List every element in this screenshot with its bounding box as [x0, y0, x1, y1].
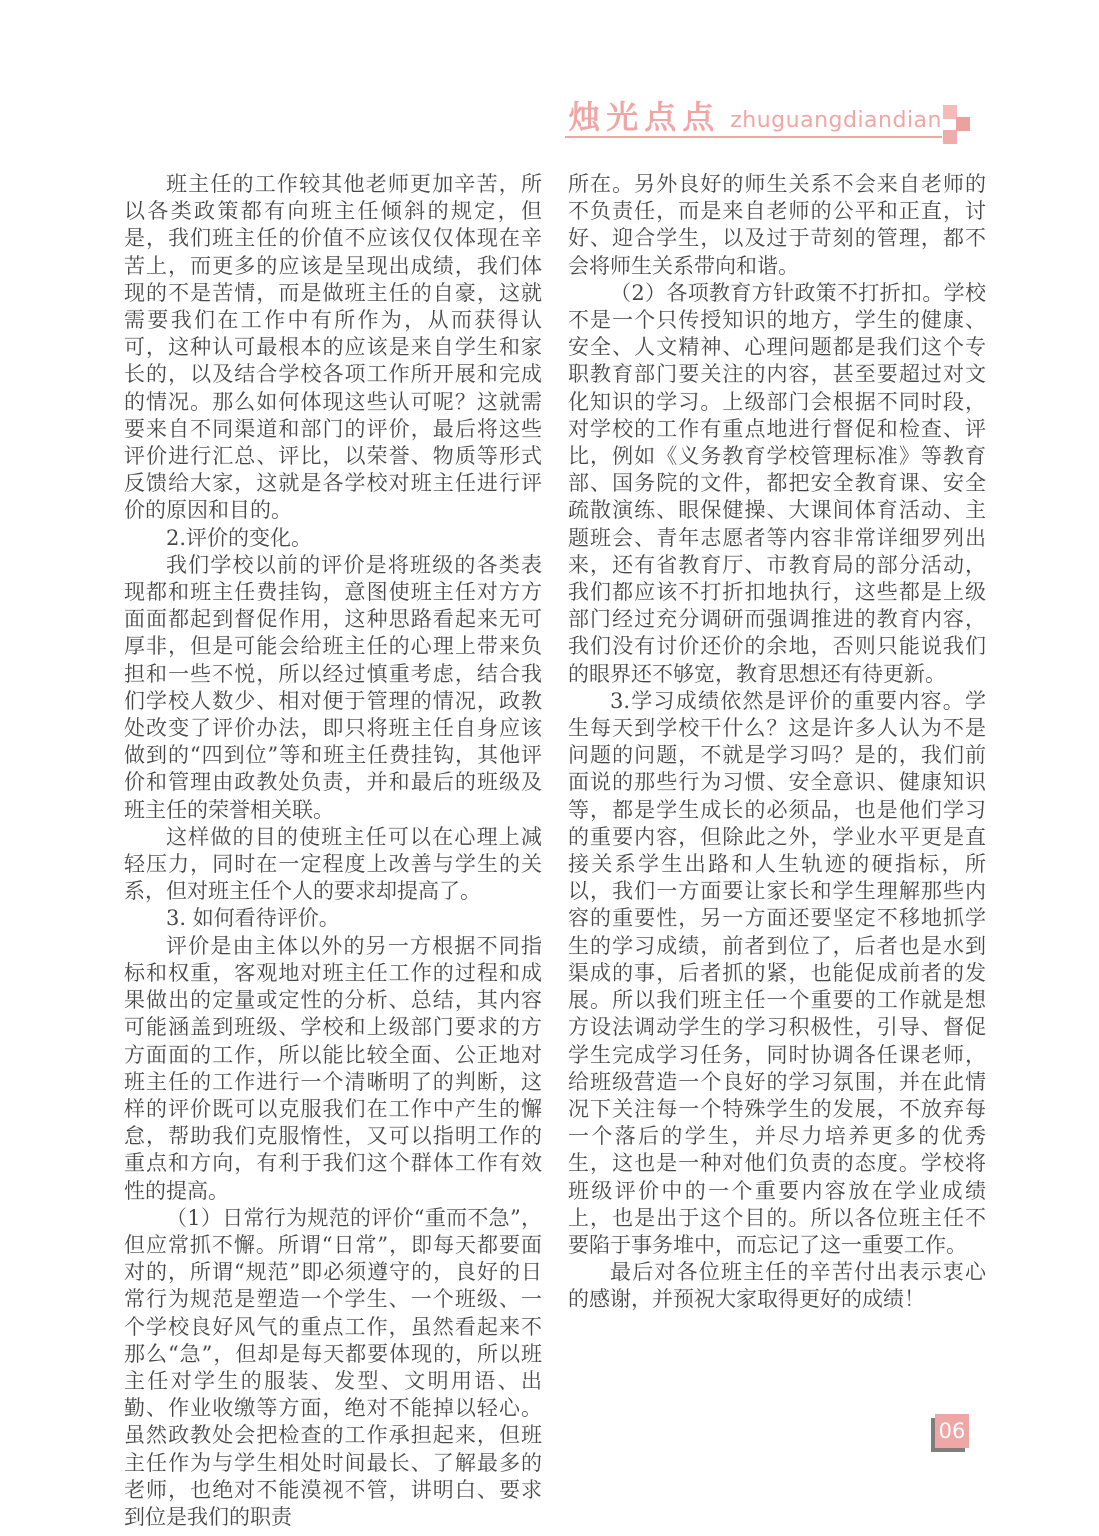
- paragraph: 3. 如何看待评价。: [166, 906, 340, 931]
- pixel-square-top: [943, 105, 957, 119]
- paragraph: 最后对各位班主任的辛苦付出表示衷心的感谢，并预祝大家取得更好的成绩！: [568, 1260, 986, 1312]
- paragraph: 所在。另外良好的师生关系不会来自老师的不负责任，而是来自老师的公平和正直，讨好、迎合学生，以及过于苛刻的管理，都不会将师生关系带向和谐。: [568, 172, 986, 278]
- page-number-badge: 06: [935, 1414, 969, 1448]
- pixel-square-bottom: [943, 130, 957, 144]
- section-title: 烛光点点: [568, 98, 721, 136]
- left-column: [124, 171, 542, 1531]
- paragraph: 我们学校以前的评价是将班级的各类表现都和班主任费挂钩，意图使班主任对方方面面都起到督促作用，这种思路看起来无可厚非，但是可能会给班主任的心理上带来负担和一些不悦，所以经过慎重考虑，结合我们学校人数少、相对便于管理的情况，政教处改变了评价办法，即只将班主任自身应该做到的“四到位”等和班主任费挂钩，其他评价和管理由政教处负责，并和最后的班级及班主任的荣誉相关联。: [124, 552, 542, 822]
- paragraph: 这样做的目的使班主任可以在心理上减轻压力，同时在一定程度上改善与学生的关系，但对班主任个人的要求却提高了。: [124, 824, 542, 904]
- pixel-square-middle: [956, 117, 970, 131]
- paragraph: 3.学习成绩依然是评价的重要内容。学生每天到学校干什么？这是许多人认为不是问题的问题，不就是学习吗？是的，我们前面说的那些行为习惯、安全意识、健康知识等，都是学生成长的必须品，也是他们学习的重要内容，但除此之外，学业水平更是直接关系学生出路和人生轨迹的硬指标，所以，我们一方面要让家长和学生理解那些内容的重要性，另一方面还要坚定不移地抓学生的学习成绩，前者到位了，后者也是水到渠成的事，后者抓的紧，也能促成前者的发展。所以我们班主任一个重要的工作就是想方设法调动学生的学习积极性，引导、督促学生完成学习任务，同时协调各任课老师，给班级营造一个良好的学习氛围，并在此情况下关注每一个特殊学生的发展，不放弃每一个落后的学生，并尽力培养更多的优秀生，这也是一种对他们负责的态度。学校将班级评价中的一个重要内容放在学业成绩上，也是出于这个目的。所以各位班主任不要陷于事务堆中，而忘记了这一重要工作。: [568, 688, 986, 1257]
- right-column: [568, 171, 986, 1531]
- paragraph: 评价是由主体以外的另一方根据不同指标和权重，客观地对班主任工作的过程和成果做出的定量或定性的分析、总结，其内容可能涵盖到班级、学校和上级部门要求的方方面面的工作，所以能比较全面、公正地对班主任的工作进行一个清晰明了的判断，这样的评价既可以克服我们在工作中产生的懈怠，帮助我们克服惰性，又可以指明工作的重点和方向，有利于我们这个群体工作有效性的提高。: [124, 933, 542, 1203]
- paragraph: （2）各项教育方针政策不打折扣。学校不是一个只传授知识的地方，学生的健康、安全、人文精神、心理问题都是我们这个专职教育部门要关注的内容，甚至要超过对文化知识的学习。上级部门会根据不同时段，对学校的工作有重点地进行督促和检查、评比，例如《义务教育学校管理标准》等教育部、国务院的文件，都把安全教育课、安全疏散演练、眼保健操、大课间体育活动、主题班会、青年志愿者等内容非常详细罗列出来，还有省教育厅、市教育局的部分活动，我们都应该不打折扣地执行，这些都是上级部门经过充分调研而强调推进的教育内容，我们没有讨价还价的余地，否则只能说我们的眼界还不够宽，教育思想还有待更新。: [568, 280, 986, 686]
- pixel-squares-icon: [941, 104, 987, 150]
- page-header: [565, 98, 942, 138]
- article-body: [124, 171, 986, 1531]
- paragraph: 班主任的工作较其他老师更加辛苦，所以各类政策都有向班主任倾斜的规定，但是，我们班主任的价值不应该仅仅体现在辛苦上，而更多的应该是呈现出成绩，我们体现的不是苦情，而是做班主任的自豪，这就需要我们在工作中有所作为，从而获得认可，这种认可最根本的应该是来自学生和家长的，以及结合学校各项工作所开展和完成的情况。那么如何体现这些认可呢？这就需要来自不同渠道和部门的评价，最后将这些评价进行汇总、评比，以荣誉、物质等形式反馈给大家，这就是各学校对班主任进行评价的原因和目的。: [124, 172, 542, 523]
- paragraph: 2.评价的变化。: [166, 525, 313, 550]
- paragraph: （1）日常行为规范的评价“重而不急”，但应常抓不懈。所谓“日常”，即每天都要面对的，所谓“规范”即必须遵守的，良好的日常行为规范是塑造一个学生、一个班级、一个学校良好风气的重点工作，虽然看起来不那么“急”，但却是每天都要体现的，所以班主任对学生的服装、发型、文明用语、出勤、作业收缴等方面，绝对不能掉以轻心。虽然政教处会把检查的工作承担起来，但班主任作为与学生相处时间最长、了解最多的老师，也绝对不能漠视不管，讲明白、要求到位是我们的职责: [124, 1205, 542, 1529]
- section-subtitle-pinyin: zhuguangdiandian: [730, 108, 942, 133]
